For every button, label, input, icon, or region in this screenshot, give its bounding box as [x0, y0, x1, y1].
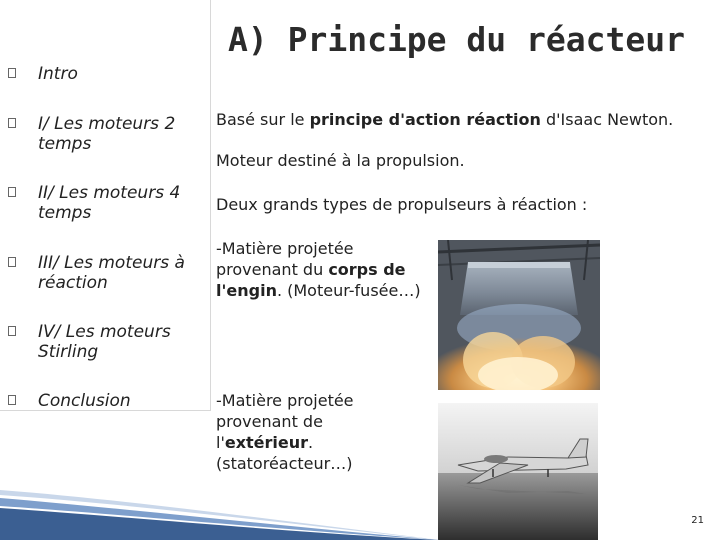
sidebar-nav: [0, 0, 211, 411]
sidebar-item-label: Intro: [38, 64, 78, 84]
text-segment: d'Isaac Newton.: [540, 110, 674, 129]
sidebar-item-conclusion[interactable]: [8, 391, 208, 411]
bullet-icon: [8, 118, 16, 128]
jet-plane-illustration: [438, 403, 598, 540]
rocket-engine-image: [438, 240, 600, 390]
sidebar-item-stirling[interactable]: [8, 322, 208, 362]
list-item-rocket: [216, 238, 421, 301]
sidebar-item-intro[interactable]: [8, 64, 208, 84]
text-segment: Basé sur le: [216, 110, 310, 129]
content-line-propulsion: Moteur destiné à la propulsion.: [216, 151, 465, 170]
text-segment: -Matière projetée provenant de l': [216, 391, 354, 452]
jet-plane-image: [438, 403, 598, 540]
rocket-engine-illustration: [438, 240, 600, 390]
bullet-icon: [8, 187, 16, 197]
bold-term: corps de l'engin: [216, 260, 406, 300]
content-line-types: Deux grands types de propulseurs à réaction :: [216, 195, 588, 214]
sidebar-item-4-temps[interactable]: [8, 183, 208, 223]
text-segment: . (statoréacteur…): [216, 433, 353, 473]
slide-title: A) Principe du réacteur: [228, 20, 685, 59]
sidebar-item-label: IV/ Les moteurs Stirling: [38, 322, 171, 362]
bullet-icon: [8, 326, 16, 336]
decorative-bottom-band: [0, 450, 440, 540]
text-segment: . (Moteur-fusée…): [276, 281, 421, 300]
sidebar-item-label: II/ Les moteurs 4 temps: [38, 183, 181, 223]
bullet-icon: [8, 395, 16, 405]
bullet-icon: [8, 257, 16, 267]
content-line-newton: [216, 109, 673, 130]
sidebar-item-label: III/ Les moteurs à réaction: [38, 253, 185, 293]
sidebar-item-label: Conclusion: [38, 391, 131, 411]
sidebar-item-reaction[interactable]: [8, 253, 208, 293]
text-segment: -Matière projetée provenant du: [216, 239, 354, 279]
sidebar-item-2-temps[interactable]: [8, 114, 208, 154]
bold-term: principe d'action réaction: [309, 110, 541, 129]
bold-term: extérieur: [224, 433, 309, 452]
bullet-icon: [8, 68, 16, 78]
page-number: 21: [691, 515, 704, 526]
sidebar-item-label: I/ Les moteurs 2 temps: [38, 114, 176, 154]
